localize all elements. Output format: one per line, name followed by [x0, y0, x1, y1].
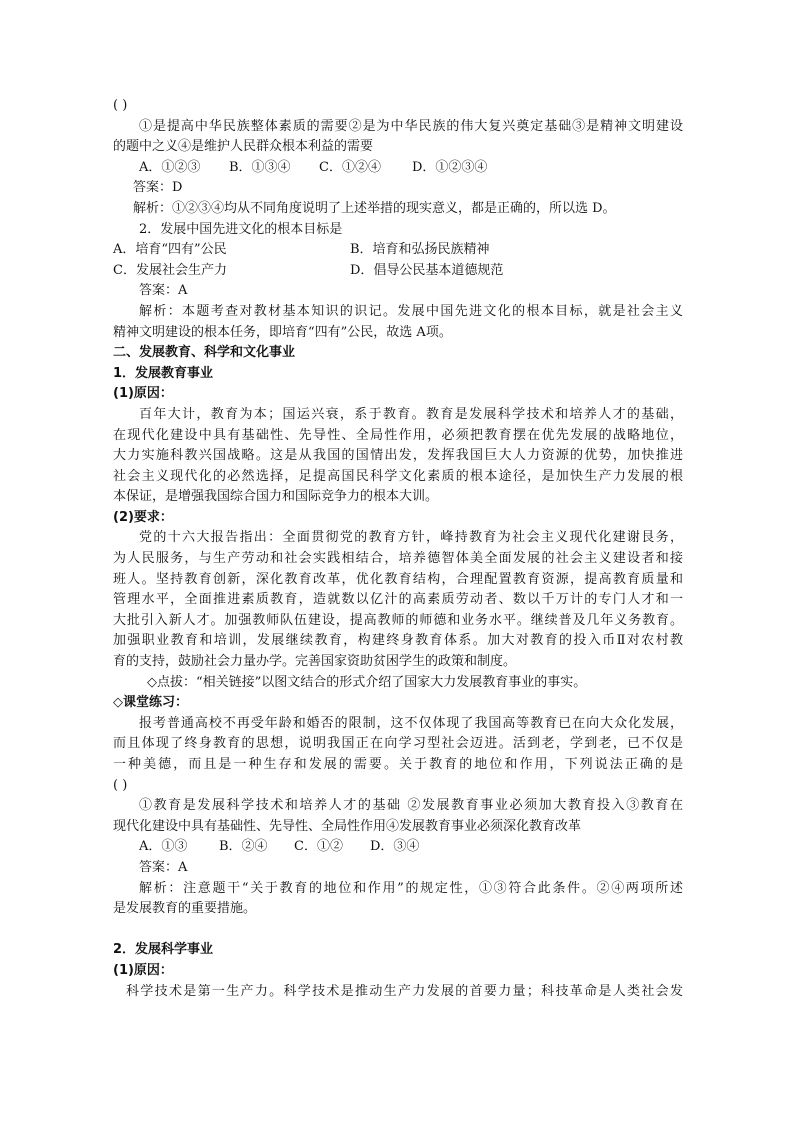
paragraph-line: 而且体现了终身教育的思想，说明我国正在向学习型社会迈进。活到老，学到老，已不仅是 — [113, 736, 683, 752]
q1-answer: 答案：D — [133, 180, 183, 196]
subsection-education-heading: 1．发展教育事业 — [113, 365, 214, 381]
q2-option-c: C．发展社会生产力 — [113, 262, 227, 278]
tip-note: ◇点拔：“相关链接”以图文结合的形式介绍了国家大力发展教育事业的事实。 — [147, 674, 587, 690]
paragraph-line: 班人。坚持教育创新，深化教育改革，优化教育结构，合理配置教育资源，提高教育质量和 — [113, 571, 683, 587]
q1-stem-line-2: 的题中之义④是维护人民群众根本利益的需要 — [113, 139, 374, 155]
paragraph-line: 党的十六大报告指出：全面贯彻党的教育方针，峰持教育为社会主义现代化建谢艮务， — [139, 530, 683, 546]
q2-stem: 2．发展中国先进文化的根本目标是 — [139, 221, 343, 237]
practice-option-a: A．①③ — [139, 839, 188, 855]
q1-analysis: 解析：①②③④均从不同角度说明了上述举措的现实意义，都是正确的，所以选 D。 — [133, 200, 616, 216]
practice-heading: ◇课堂练习： — [113, 695, 188, 711]
spacer — [113, 920, 683, 941]
paragraph-line: 管理水平，全面推进素质教育，造就数以亿汁的高素质劳动者、数以千万计的专门人才和一 — [113, 592, 683, 608]
q2-option-a: A．培育“四有”公民 — [113, 242, 227, 258]
reason-heading: (1)原因： — [113, 386, 173, 402]
practice-analysis-line-1: 解析：注意题干“关于教育的地位和作用”的规定性，①③符合此条件。②④两项所述 — [139, 880, 683, 896]
paragraph-line: 大力实施科教兴国战略。这是从我国的国情出发，发挥我国巨大人力资源的优势，加快推进 — [113, 448, 683, 464]
practice-analysis-line-2: 是发展教育的重要措施。 — [113, 901, 257, 917]
practice-option-d: D．③④ — [370, 839, 420, 855]
paragraph-line: 加强职业教育和培训，发展继续教育，构建终身教育体系。加大对教育的投入币Ⅱ对农村教 — [113, 633, 683, 649]
paragraph-line: 育的支持，鼓励社会力量办学。完善国家资助贫困学生的政策和制度。 — [113, 654, 517, 670]
q2-answer: 答案：A — [139, 283, 188, 299]
q1-option-b: B．①③④ — [229, 159, 291, 175]
paragraph-line: 百年大计，教育为本；国运兴衰，系于教育。教育是发展科学技术和培养人才的基础， — [139, 406, 683, 422]
paragraph-line: 大批引入新人才。加强教师队伍建设，提高教师的师德和业务水平。继续普及几年义务教育。 — [113, 612, 683, 628]
paragraph-line: 报考普通高校不再受年龄和婚否的限制，这不仅体现了我国高等教育已在向大众化发展， — [139, 715, 683, 731]
q2-analysis-line-1: 解析：本题考查对教材基本知识的识记。发展中国先进文化的根本目标，就是社会主义 — [139, 303, 683, 319]
q1-paren: ( ) — [113, 98, 128, 113]
q1-option-c: C．①②④ — [319, 159, 381, 175]
paragraph-line: 在现代化建设中具有基础性、先导性、全局性作用，必须把教育摆在优先发展的战略地位， — [113, 427, 683, 443]
paragraph-line: 为人民服务，与生产劳动和社会实践相结合，培养德智体美全面发展的社会主义建设者和接 — [113, 551, 683, 567]
paragraph-line: 一种美德，而且是一种生存和发展的需要。关于教育的地位和作用，下列说法正确的是 — [113, 757, 683, 772]
q2-options-row-1 — [113, 240, 683, 261]
q2-option-d: D．倡导公民基本道德规范 — [350, 262, 504, 278]
document-body — [113, 96, 683, 1002]
q1-options — [113, 158, 683, 179]
paragraph-line: 本保证，是增强我国综合国力和国际竞争力的根本大训。 — [113, 489, 439, 505]
q2-option-b: B．培育和弘扬民族精神 — [350, 242, 490, 258]
practice-option-b: B．②④ — [219, 839, 268, 855]
practice-option-c: C．①② — [294, 839, 343, 855]
science-reason-heading: (1)原因： — [113, 962, 173, 978]
practice-answer: 答案：A — [139, 859, 188, 875]
section-heading: 二、发展教育、科学和文化事业 — [113, 345, 296, 361]
q2-options-row-2 — [113, 261, 683, 282]
subsection-science-heading: 2．发展科学事业 — [113, 942, 214, 958]
practice-stem-line-1: ①教育是发展科学技术和培养人才的基础 ②发展教育事业必须加大教育投入③教育在 — [139, 798, 683, 814]
q2-analysis-line-2: 精神文明建设的根本任务，即培育“四有”公民，故选 A项。 — [113, 324, 452, 340]
paragraph-line: 社会主义现代化的必然选择，足提高国民科学文化素质的根本途径，是加快生产力发展的根 — [113, 468, 683, 484]
paragraph-line: ( ) — [113, 777, 128, 793]
practice-options — [113, 837, 683, 858]
paragraph-line: 科学技术是第一生产力。科学技术是推动生产力发展的首要力量；科技革命是人类社会发 — [126, 983, 683, 999]
require-heading: (2)要求： — [113, 509, 173, 525]
q1-option-a: A．①②③ — [139, 159, 201, 175]
practice-stem-line-2: 现代化建设中具有基础性、先导性、全局性作用④发展教育事业必须深化教育改革 — [113, 818, 582, 834]
q1-stem-line-1: ①是提高中华民族整体素质的需要②是为中华民族的伟大复兴奠定基础③是精神文明建设 — [139, 118, 683, 134]
q1-option-d: D．①②③④ — [412, 159, 488, 175]
